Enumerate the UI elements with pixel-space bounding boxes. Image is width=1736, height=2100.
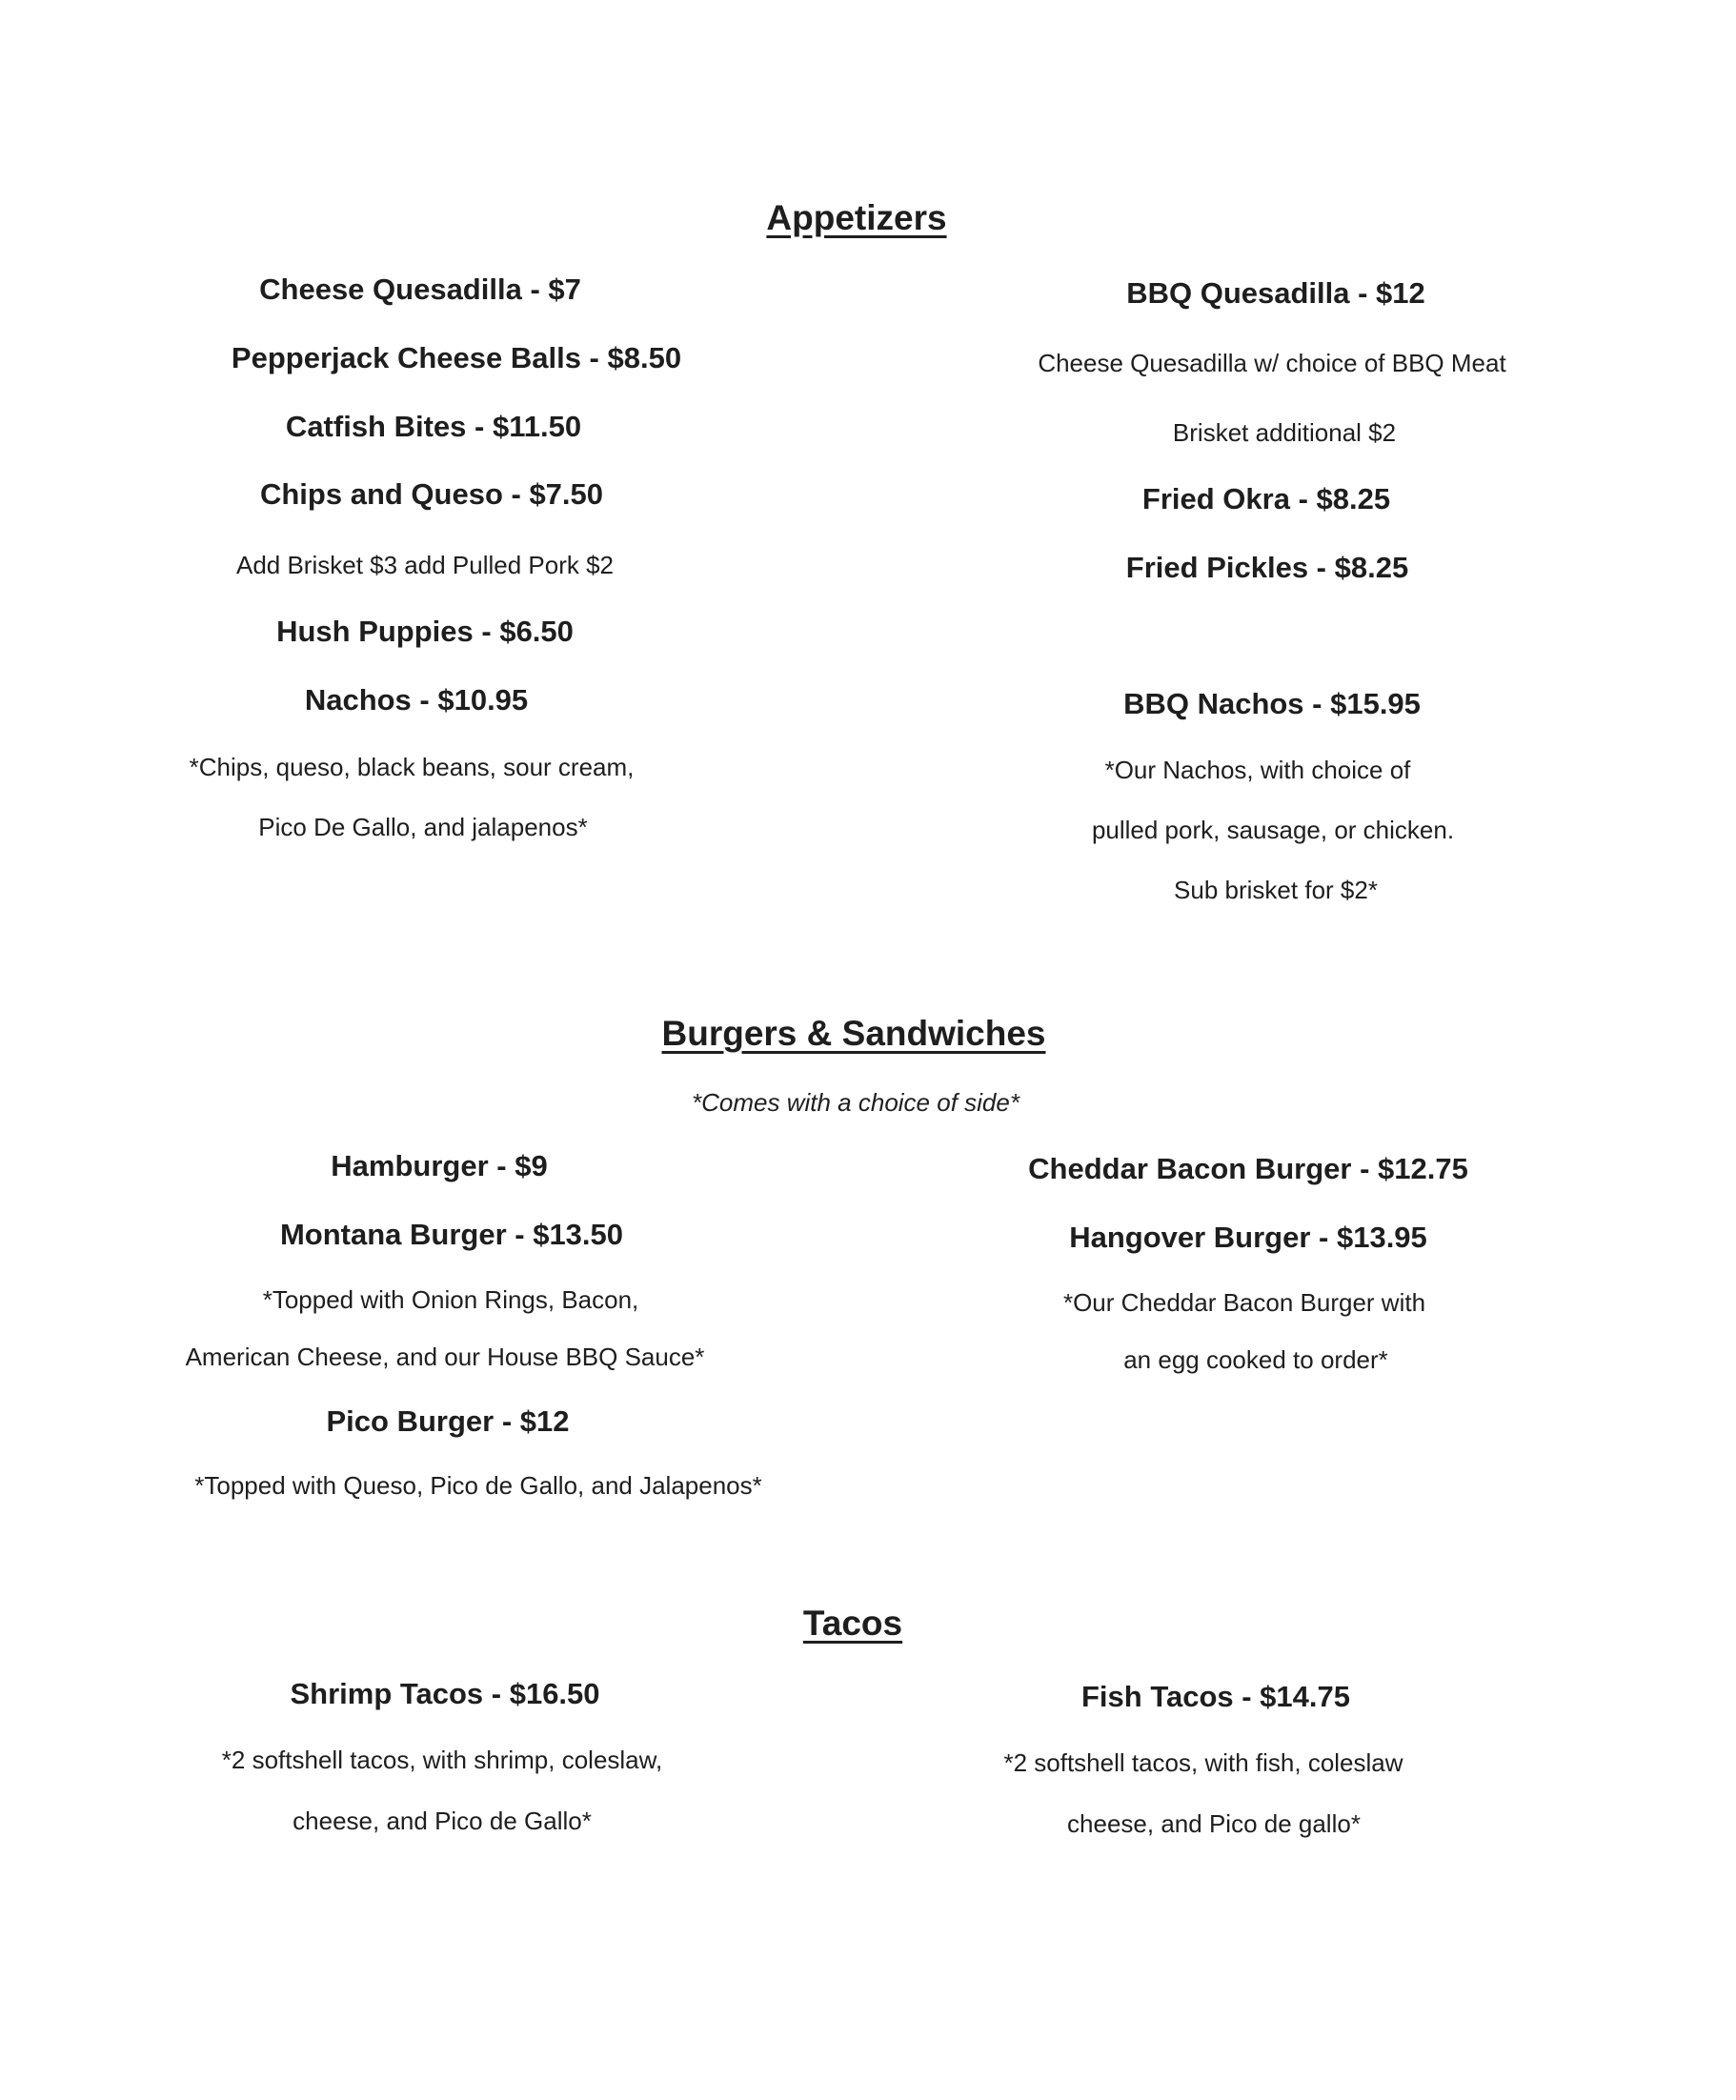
menu-item-description: Add Brisket $3 add Pulled Pork $2 bbox=[235, 551, 615, 579]
menu-item-description: Sub brisket for $2* bbox=[1174, 876, 1378, 904]
menu-item-description: *Topped with Onion Rings, Bacon, bbox=[262, 1285, 639, 1314]
menu-item-chips-and-queso: Chips and Queso - $7.50 bbox=[259, 477, 604, 511]
menu-item-description: *Topped with Queso, Pico de Gallo, and Jalapenos* bbox=[194, 1471, 762, 1500]
menu-item-description: pulled pork, sausage, or chicken. bbox=[1091, 816, 1455, 844]
menu-item-shrimp-tacos: Shrimp Tacos - $16.50 bbox=[290, 1677, 600, 1710]
menu-item-description: an egg cooked to order* bbox=[1123, 1345, 1388, 1374]
menu-item-bbq-nachos: BBQ Nachos - $15.95 bbox=[1123, 687, 1421, 720]
menu-item-fried-pickles: Fried Pickles - $8.25 bbox=[1125, 551, 1409, 584]
menu-item-catfish-bites: Catfish Bites - $11.50 bbox=[285, 410, 582, 443]
menu-item-pico-burger: Pico Burger - $12 bbox=[326, 1404, 570, 1438]
menu-item-description: American Cheese, and our House BBQ Sauce* bbox=[185, 1343, 705, 1371]
menu-item-bbq-quesadilla: BBQ Quesadilla - $12 bbox=[1126, 276, 1425, 310]
burgers-note: *Comes with a choice of side* bbox=[692, 1088, 1019, 1117]
menu-item-fish-tacos: Fish Tacos - $14.75 bbox=[1081, 1680, 1350, 1713]
menu-item-description: Pico De Gallo, and jalapenos* bbox=[258, 813, 588, 841]
menu-item-description: *2 softshell tacos, with shrimp, coleslaw, bbox=[221, 1746, 663, 1774]
menu-item-nachos: Nachos - $10.95 bbox=[304, 683, 529, 717]
menu-item-cheddar-bacon-burger: Cheddar Bacon Burger - $12.75 bbox=[1028, 1152, 1468, 1185]
burgers-heading: Burgers & Sandwiches bbox=[661, 1014, 1046, 1053]
menu-item-description: *Chips, queso, black beans, sour cream, bbox=[189, 753, 635, 781]
menu-item-description: cheese, and Pico de gallo* bbox=[1067, 1809, 1361, 1838]
menu-item-hamburger: Hamburger - $9 bbox=[331, 1149, 548, 1182]
menu-item-hush-puppies: Hush Puppies - $6.50 bbox=[276, 615, 574, 648]
menu-item-description: Cheese Quesadilla w/ choice of BBQ Meat bbox=[1038, 349, 1506, 377]
appetizers-heading: Appetizers bbox=[766, 198, 947, 237]
menu-item-cheese-quesadilla: Cheese Quesadilla - $7 bbox=[259, 273, 581, 306]
menu-item-description: Brisket additional $2 bbox=[1172, 418, 1397, 447]
tacos-heading: Tacos bbox=[802, 1604, 903, 1643]
menu-item-hangover-burger: Hangover Burger - $13.95 bbox=[1069, 1221, 1427, 1254]
menu-item-fried-okra: Fried Okra - $8.25 bbox=[1141, 482, 1391, 515]
menu-item-description: cheese, and Pico de Gallo* bbox=[293, 1807, 592, 1835]
menu-item-description: *Our Cheddar Bacon Burger with bbox=[1062, 1288, 1426, 1317]
menu-item-description: *2 softshell tacos, with fish, coleslaw bbox=[1003, 1748, 1403, 1777]
menu-item-pepperjack-cheese-balls: Pepperjack Cheese Balls - $8.50 bbox=[231, 341, 682, 374]
menu-item-montana-burger: Montana Burger - $13.50 bbox=[279, 1218, 624, 1251]
menu-item-description: *Our Nachos, with choice of bbox=[1104, 756, 1411, 784]
